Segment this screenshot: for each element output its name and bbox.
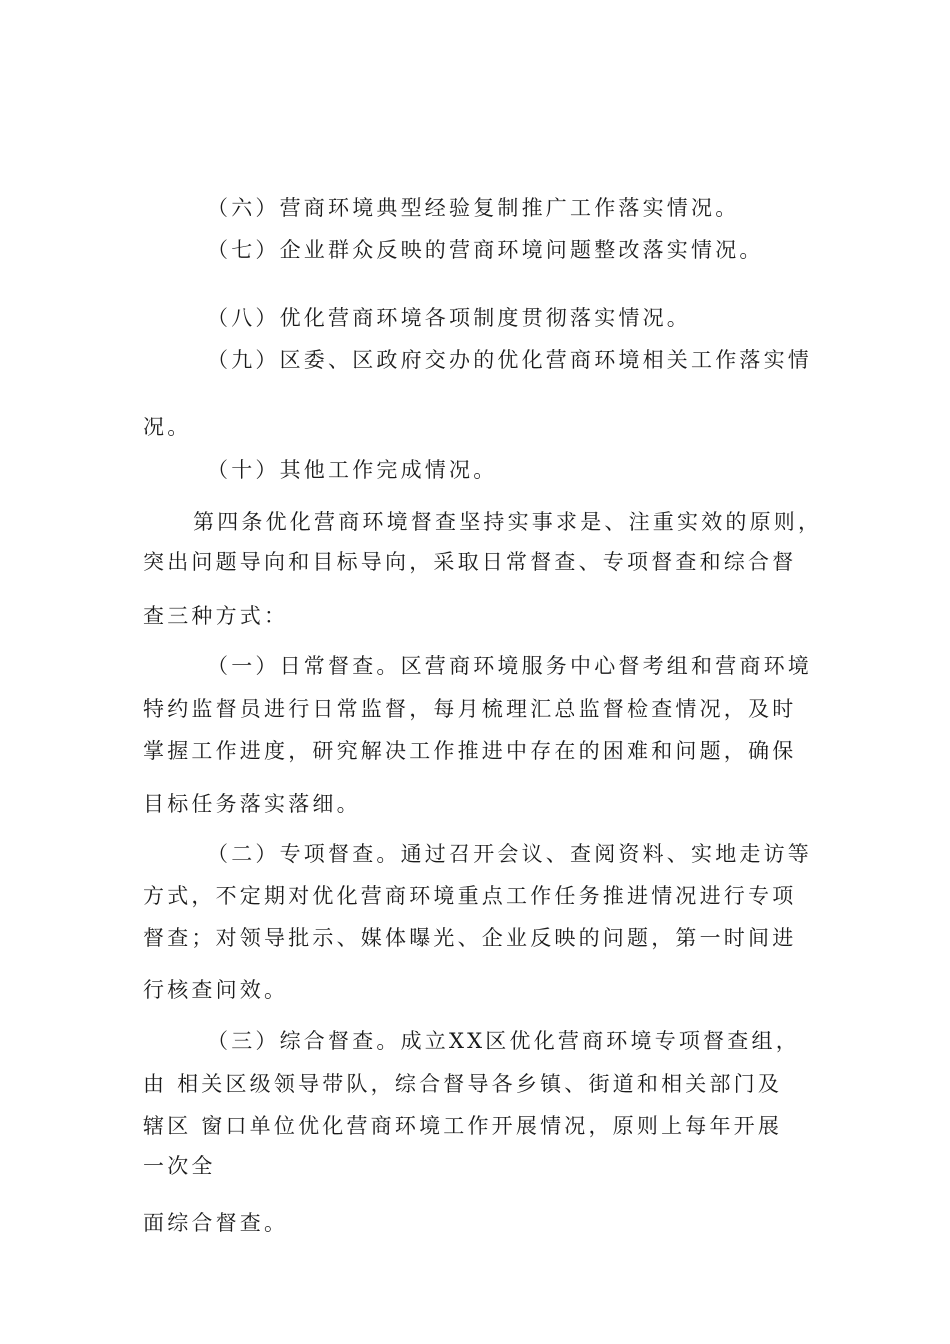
text-line: 第四条优化营商环境督查坚持实事求是、注重实效的原则， xyxy=(193,510,823,534)
text-line: 面综合督查。 xyxy=(143,1211,289,1235)
text-line: （七）企业群众反映的营商环境问题整改落实情况。 xyxy=(207,238,764,262)
text-line: 特约监督员进行日常监督，每月梳理汇总监督检查情况，及时 xyxy=(143,697,797,721)
text-line: 目标任务落实落细。 xyxy=(143,792,361,816)
text-line: 督查；对领导批示、媒体曝光、企业反映的问题，第一时间进 xyxy=(143,926,797,950)
text-line: （二）专项督查。通过召开会议、查阅资料、实地走访等 xyxy=(207,842,812,866)
text-line: （一）日常督查。区营商环境服务中心督考组和营商环境 xyxy=(207,654,812,678)
text-line: （十）其他工作完成情况。 xyxy=(207,458,498,482)
text-line: （三）综合督查。成立XX区优化营商环境专项督查组， xyxy=(207,1029,800,1053)
text-line: 行核查问效。 xyxy=(143,978,289,1002)
text-line: 况。 xyxy=(143,415,192,439)
text-line: （九）区委、区政府交办的优化营商环境相关工作落实情 xyxy=(207,348,812,372)
text-line: 突出问题导向和目标导向，采取日常督查、专项督查和综合督 xyxy=(143,550,797,574)
text-line: （六）营商环境典型经验复制推广工作落实情况。 xyxy=(207,196,740,220)
text-line: 方式，不定期对优化营商环境重点工作任务推进情况进行专项 xyxy=(143,884,797,908)
text-line: 一次全 xyxy=(143,1154,216,1178)
text-line: 由 相关区级领导带队，综合督导各乡镇、街道和相关部门及 xyxy=(143,1072,783,1096)
text-line: 掌握工作进度，研究解决工作推进中存在的困难和问题，确保 xyxy=(143,739,797,763)
text-line: 查三种方式： xyxy=(143,604,289,628)
text-line: （八）优化营商环境各项制度贯彻落实情况。 xyxy=(207,306,691,330)
text-line: 辖区 窗口单位优化营商环境工作开展情况，原则上每年开展 xyxy=(143,1114,783,1138)
